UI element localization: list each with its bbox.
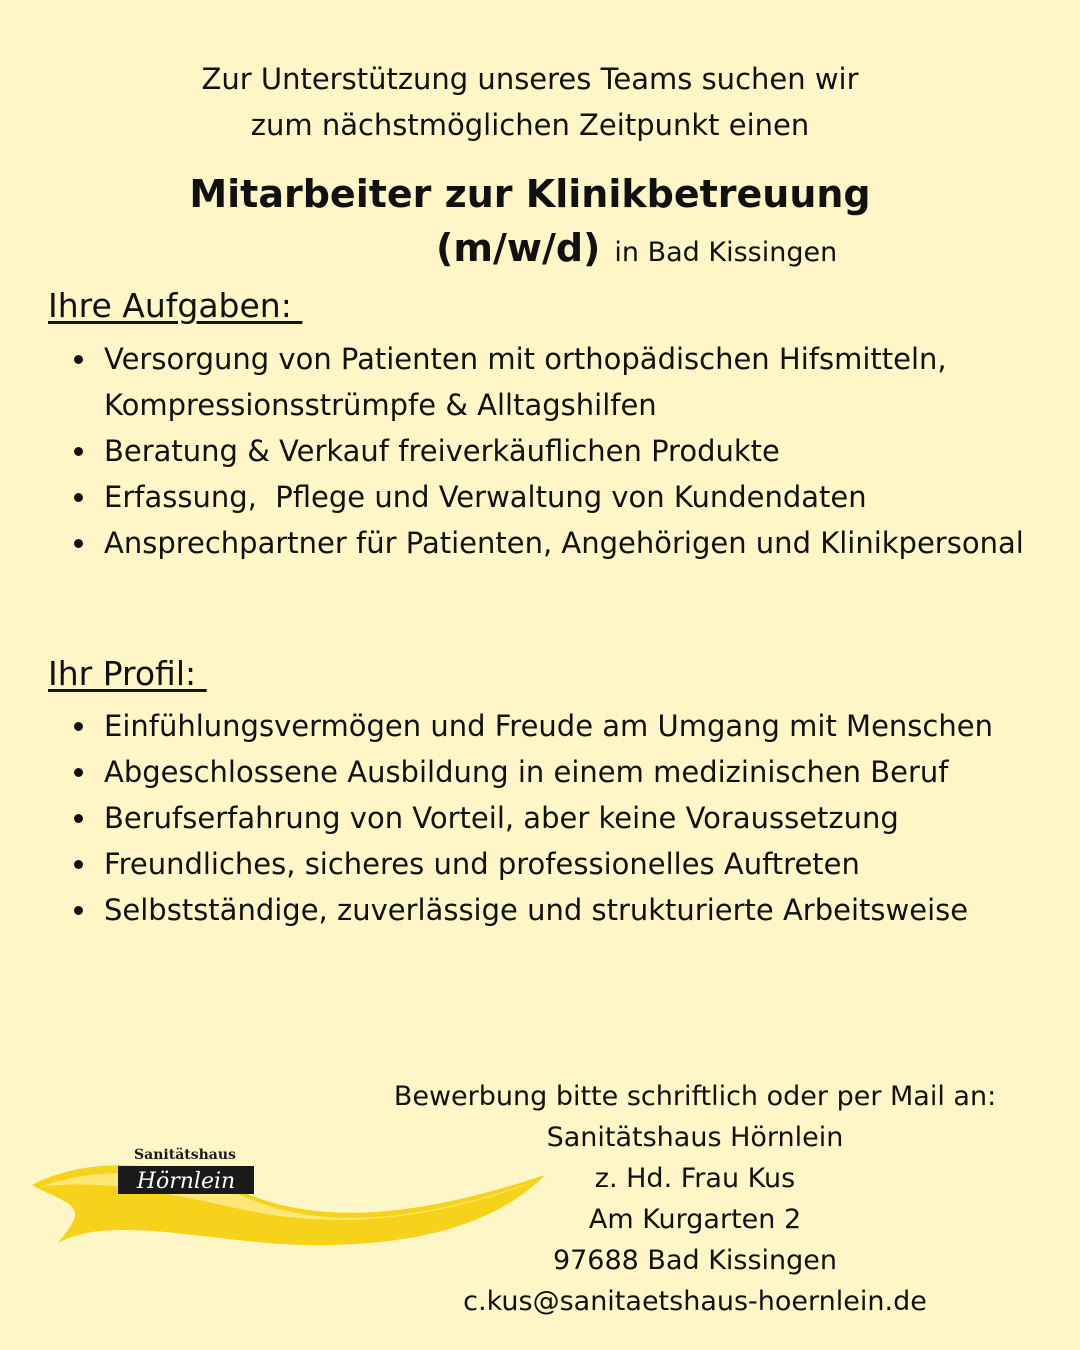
bullet-icon (74, 722, 83, 731)
profile-item: Freundliches, sicheres und professionelles Auftreten (48, 841, 1038, 887)
intro-line-2: zum nächstmöglichen Zeitpunkt einen (250, 108, 810, 142)
bullet-icon (74, 539, 83, 548)
contact-block (320, 1076, 1070, 1322)
task-item: Versorgung von Patienten mit orthopädischen Hifsmitteln, Kompressionsstrümpfe & Alltagshilfen (48, 336, 1038, 428)
profile-list (48, 703, 1038, 933)
logo-name: Hörnlein (136, 1169, 236, 1194)
task-item: Erfassung, Pflege und Verwaltung von Kundendaten (48, 474, 1038, 520)
task-item: Ansprechpartner für Patienten, Angehörigen und Klinikpersonal (48, 520, 1038, 566)
contact-intro: Bewerbung bitte schriftlich oder per Mail an: (393, 1081, 997, 1112)
tasks-list (48, 336, 1038, 566)
bullet-icon (74, 814, 83, 823)
intro-line-1: Zur Unterstützung unseres Teams suchen wir (201, 62, 859, 96)
bullet-icon (74, 768, 83, 777)
bullet-icon (74, 860, 83, 869)
profile-heading: Ihr Profil: (48, 654, 207, 693)
bullet-icon (74, 493, 83, 502)
gender-note: (m/w/d) (436, 226, 601, 270)
contact-city: 97688 Bad Kissingen (552, 1245, 838, 1276)
contact-attn: z. Hd. Frau Kus (594, 1163, 796, 1194)
bullet-icon (74, 355, 83, 364)
job-subtitle (436, 226, 837, 270)
contact-company: Sanitätshaus Hörnlein (546, 1122, 844, 1153)
contact-email[interactable]: c.kus@sanitaetshaus-hoernlein.de (463, 1286, 927, 1317)
contact-street: Am Kurgarten 2 (588, 1204, 802, 1235)
logo-top-text: Sanitätshaus (134, 1147, 236, 1163)
intro-text (0, 56, 1060, 148)
tasks-heading: Ihre Aufgaben: (48, 286, 303, 325)
bullet-icon (74, 447, 83, 456)
bullet-icon (74, 906, 83, 915)
profile-item: Einfühlungsvermögen und Freude am Umgang mit Menschen (48, 703, 1038, 749)
task-item: Beratung & Verkauf freiverkäuflichen Produkte (48, 428, 1038, 474)
job-location: in Bad Kissingen (614, 237, 838, 268)
profile-item: Berufserfahrung von Vorteil, aber keine Voraussetzung (48, 795, 1038, 841)
profile-item: Abgeschlossene Ausbildung in einem medizinischen Beruf (48, 749, 1038, 795)
job-title: Mitarbeiter zur Klinikbetreuung (189, 172, 871, 216)
profile-item: Selbstständige, zuverlässige und strukturierte Arbeitsweise (48, 887, 1038, 933)
